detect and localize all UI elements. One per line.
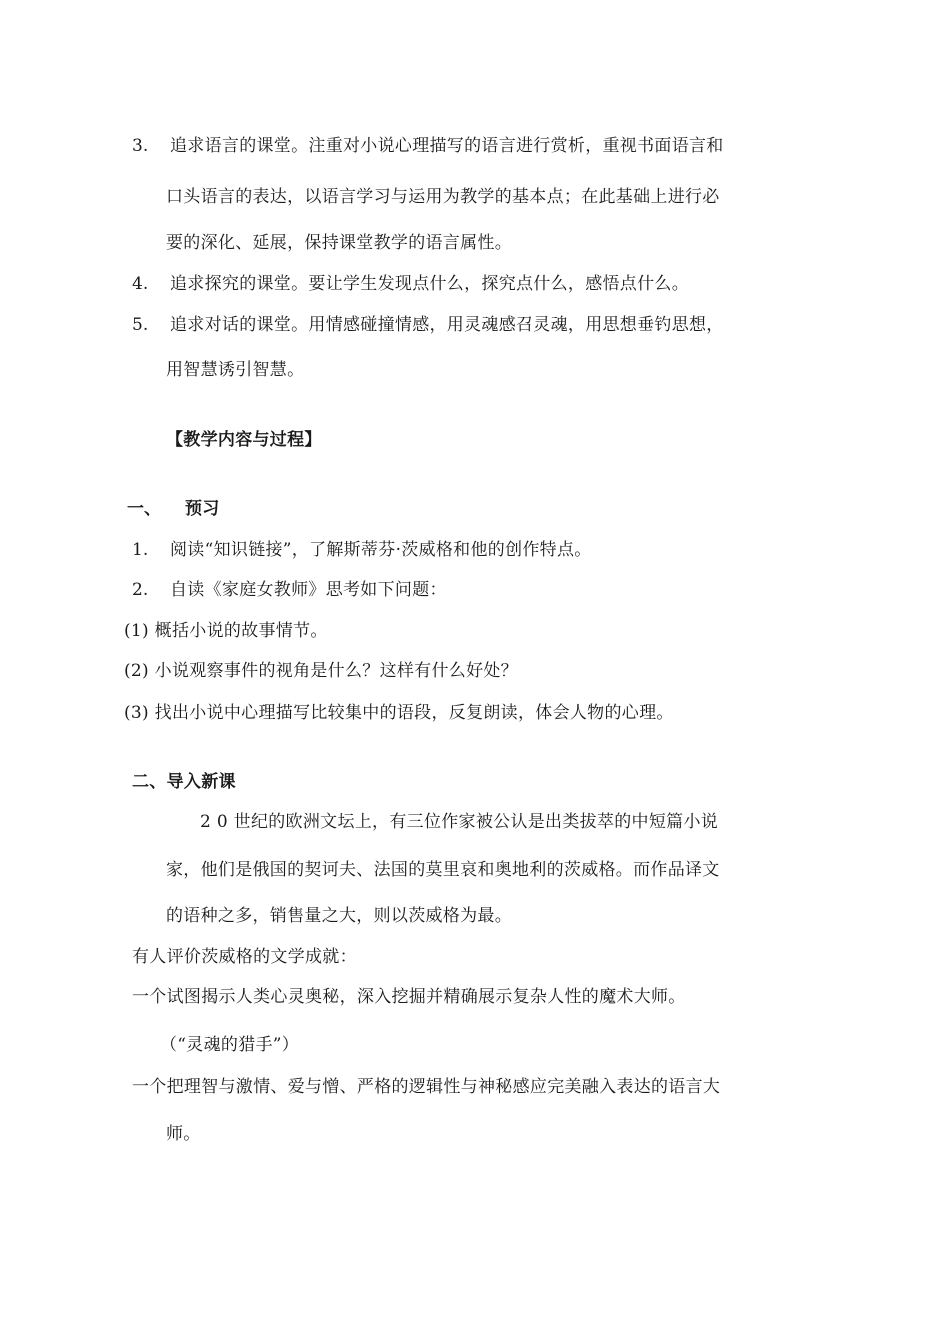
preview-item-1-number: 1. [132,540,149,560]
goal-5-line-2: 用智慧诱引智慧。 [166,360,305,380]
goal-3-number: 3. [132,136,149,156]
evaluation-2-line-2: 师。 [166,1124,201,1144]
goal-5-number: 5. [132,315,149,335]
section-title: 【教学内容与过程】 [166,430,322,450]
goal-3-line-1: 追求语言的课堂。注重对小说心理描写的语言进行赏析，重视书面语言和 [170,136,724,156]
evaluation-1-nickname: （“灵魂的猎手”） [160,1035,300,1055]
intro-title: 二、导入新课 [132,772,236,792]
goal-5-line-1: 追求对话的课堂。用情感碰撞情感，用灵魂感召灵魂，用思想垂钓思想， [170,315,724,335]
preview-question-1: (1) 概括小说的故事情节。 [124,621,328,641]
preview-question-3: (3) 找出小说中心理描写比较集中的语段，反复朗读，体会人物的心理。 [124,703,674,723]
goal-3-line-2: 口头语言的表达，以语言学习与运用为教学的基本点；在此基础上进行必 [166,187,720,207]
goal-4-number: 4. [132,274,149,294]
intro-paragraph-line-3: 的语种之多，销售量之大，则以茨威格为最。 [166,906,512,926]
intro-paragraph-line-2: 家，他们是俄国的契诃夫、法国的莫里哀和奥地利的茨威格。而作品译文 [166,860,720,880]
preview-item-2-number: 2. [132,580,149,600]
preview-number: 一、 [127,499,161,519]
preview-title: 预习 [185,499,220,519]
evaluation-2-line-1: 一个把理智与激情、爱与憎、严格的逻辑性与神秘感应完美融入表达的语言大 [132,1077,721,1097]
evaluation-intro: 有人评价茨威格的文学成就： [132,947,357,967]
preview-item-2-text: 自读《家庭女教师》思考如下问题： [170,580,447,600]
goal-3-line-3: 要的深化、延展，保持课堂教学的语言属性。 [166,233,512,253]
preview-question-2: (2) 小说观察事件的视角是什么？这样有什么好处？ [124,661,518,681]
evaluation-1: 一个试图揭示人类心灵奥秘，深入挖掘并精确展示复杂人性的魔术大师。 [132,987,686,1007]
intro-paragraph-line-1: 2 0 世纪的欧洲文坛上，有三位作家被公认是出类拔萃的中短篇小说 [200,812,719,832]
preview-item-1-text: 阅读“知识链接”，了解斯蒂芬·茨威格和他的创作特点。 [170,540,592,560]
goal-4-line-1: 追求探究的课堂。要让学生发现点什么，探究点什么，感悟点什么。 [170,274,689,294]
